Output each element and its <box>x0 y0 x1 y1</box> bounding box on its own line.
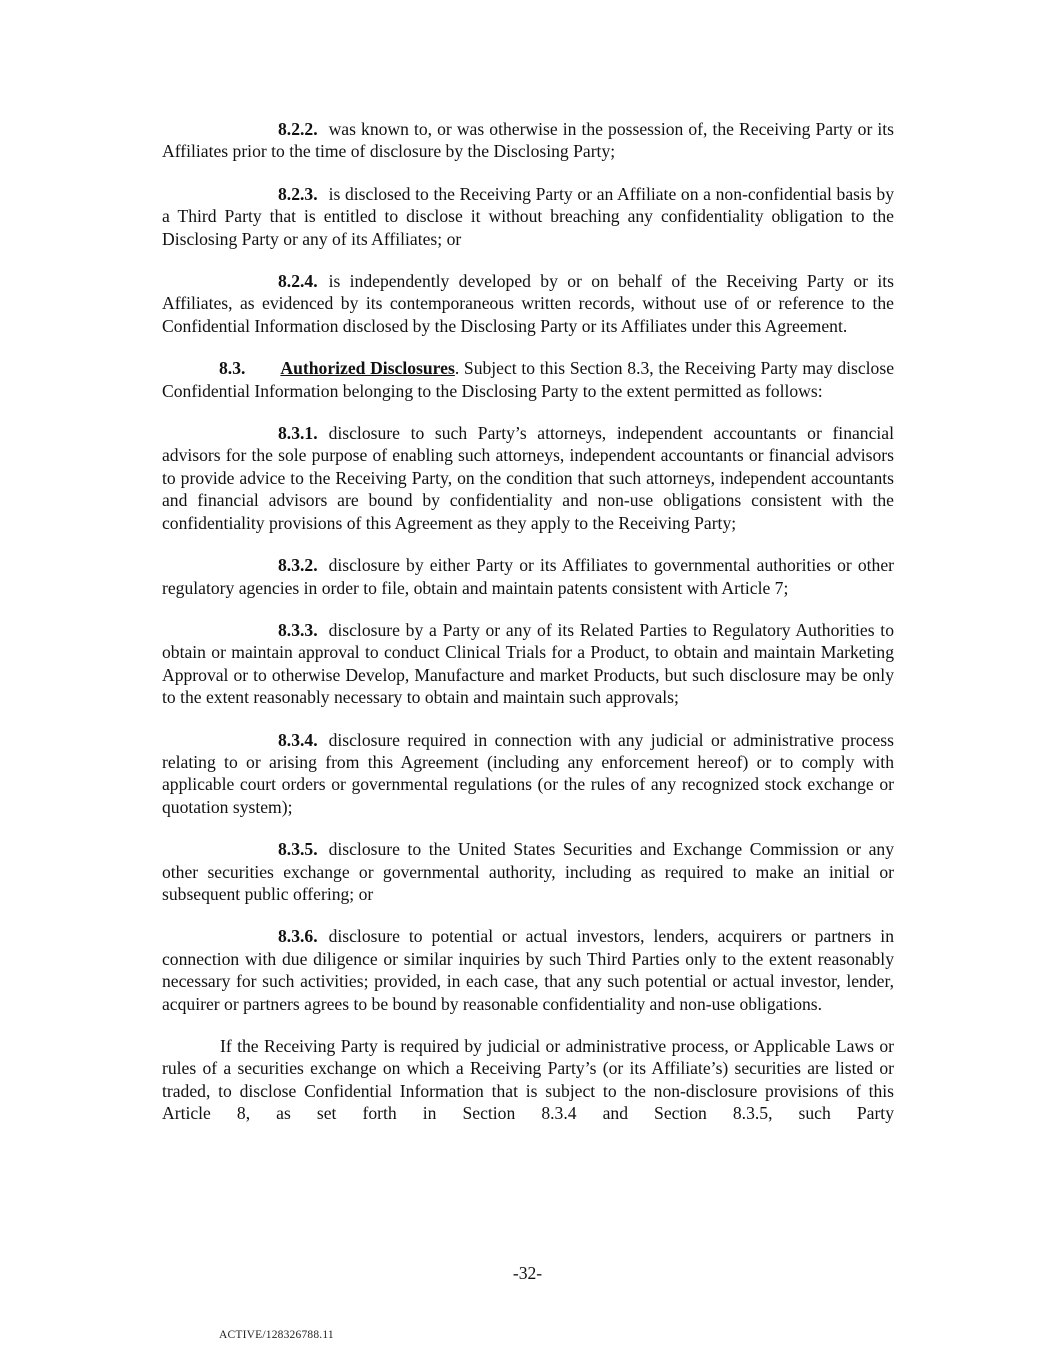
section-text: . Subject to this Section 8.3, the Receiving Party may disclose Confidential Information belonging to the Disclosing Party to the extent permitted as follows: <box>162 358 894 401</box>
page-number: -32- <box>512 1263 543 1283</box>
section-number: 8.3.2. <box>278 555 318 576</box>
section-number: 8.2.3. <box>278 183 318 204</box>
section-8-3 <box>162 357 894 402</box>
section-text: disclosure to potential or actual investors, lenders, acquirers or partners in connection with due diligence or similar inquiries by such Third Parties only to the extent reasonably necessary for such activities; provided, in each case, that any such potential or actual investor, lender, acquirer or partners agrees to be bound by reasonable confidentiality and non-use obligations. <box>162 926 894 1014</box>
section-text: is independently developed by or on behalf of the Receiving Party or its Affiliates, as evidenced by its contemporaneous written records, without use of or reference to the Confidential Information disclosed by the Disclosing Party or its Affiliates under this Agreement. <box>162 271 894 336</box>
section-number: 8.3.3. <box>278 619 318 640</box>
section-text: disclosure by a Party or any of its Related Parties to Regulatory Authorities to obtain or maintain approval to conduct Clinical Trials for a Product, to obtain and maintain Marketing Approval or to otherwise Develop, Manufacture and market Products, but such disclosure may be only to the extent reasonably necessary to obtain and maintain such approvals; <box>162 619 894 708</box>
section-text: disclosure by either Party or its Affiliates to governmental authorities or other regulatory agencies in order to file, obtain and maintain patents consistent with Article 7; <box>162 555 894 598</box>
section-text: disclosure to such Party’s attorneys, independent accountants or financial advisors for the sole purpose of enabling such attorneys, independent accountants or financial advisors to provide advice to the Receiving Party, on the condition that such attorneys, independent accountants and financial advisors are bound by confidentiality and non-use obligations consistent with the confidentiality provisions of this Agreement as they apply to the Receiving Party; <box>162 423 894 533</box>
section-8-3-6 <box>162 925 894 1015</box>
section-8-3-3 <box>162 619 894 709</box>
section-8-3-2 <box>162 554 894 599</box>
section-heading: Authorized Disclosures <box>280 358 455 379</box>
section-text: was known to, or was otherwise in the possession of, the Receiving Party or its Affiliates prior to the time of disclosure by the Disclosing Party; <box>162 119 894 162</box>
section-8-2-3 <box>162 183 894 250</box>
section-8-2-4 <box>162 270 894 337</box>
section-number: 8.3.5. <box>278 839 318 860</box>
section-text: disclosure required in connection with any judicial or administrative process relating to or arising from this Agreement (including any enforcement hereof) or to comply with applicable court orders or governmental regulations (or the rules of any recognized stock exchange or quotation system); <box>162 729 894 817</box>
section-text: disclosure to the United States Securities and Exchange Commission or any other securities exchange or governmental authority, including as required to make an initial or subsequent public offering; or <box>162 839 894 904</box>
document-id: ACTIVE/128326788.11 <box>219 1329 334 1341</box>
section-text: is disclosed to the Receiving Party or an Affiliate on a non-confidential basis by a Third Party that is entitled to disclose it without breaching any confidentiality obligation to the Disclosing Party or any of its Affiliates; or <box>162 183 894 249</box>
section-number: 8.3. <box>219 358 246 379</box>
document-body <box>162 118 894 1145</box>
section-number: 8.2.4. <box>278 271 318 292</box>
section-number: 8.2.2. <box>278 119 318 139</box>
section-8-3-4 <box>162 729 894 819</box>
section-number: 8.3.1. <box>278 423 318 444</box>
section-number: 8.3.4. <box>278 729 318 750</box>
section-number: 8.3.6. <box>278 926 318 947</box>
section-8-3-5 <box>162 838 894 905</box>
closing-paragraph: If the Receiving Party is required by judicial or administrative process, or Applicable Laws or rules of a securities exchange on which a Receiving Party’s (or its Affiliate’s) securities are listed or traded, to disclose Confidential Information that is subject to the non-disclosure provisions of this Article 8, as set forth in Section 8.3.4 and Section 8.3.5, such Party <box>162 1036 894 1124</box>
section-8-2-2 <box>162 118 894 163</box>
section-8-3-1 <box>162 422 894 534</box>
